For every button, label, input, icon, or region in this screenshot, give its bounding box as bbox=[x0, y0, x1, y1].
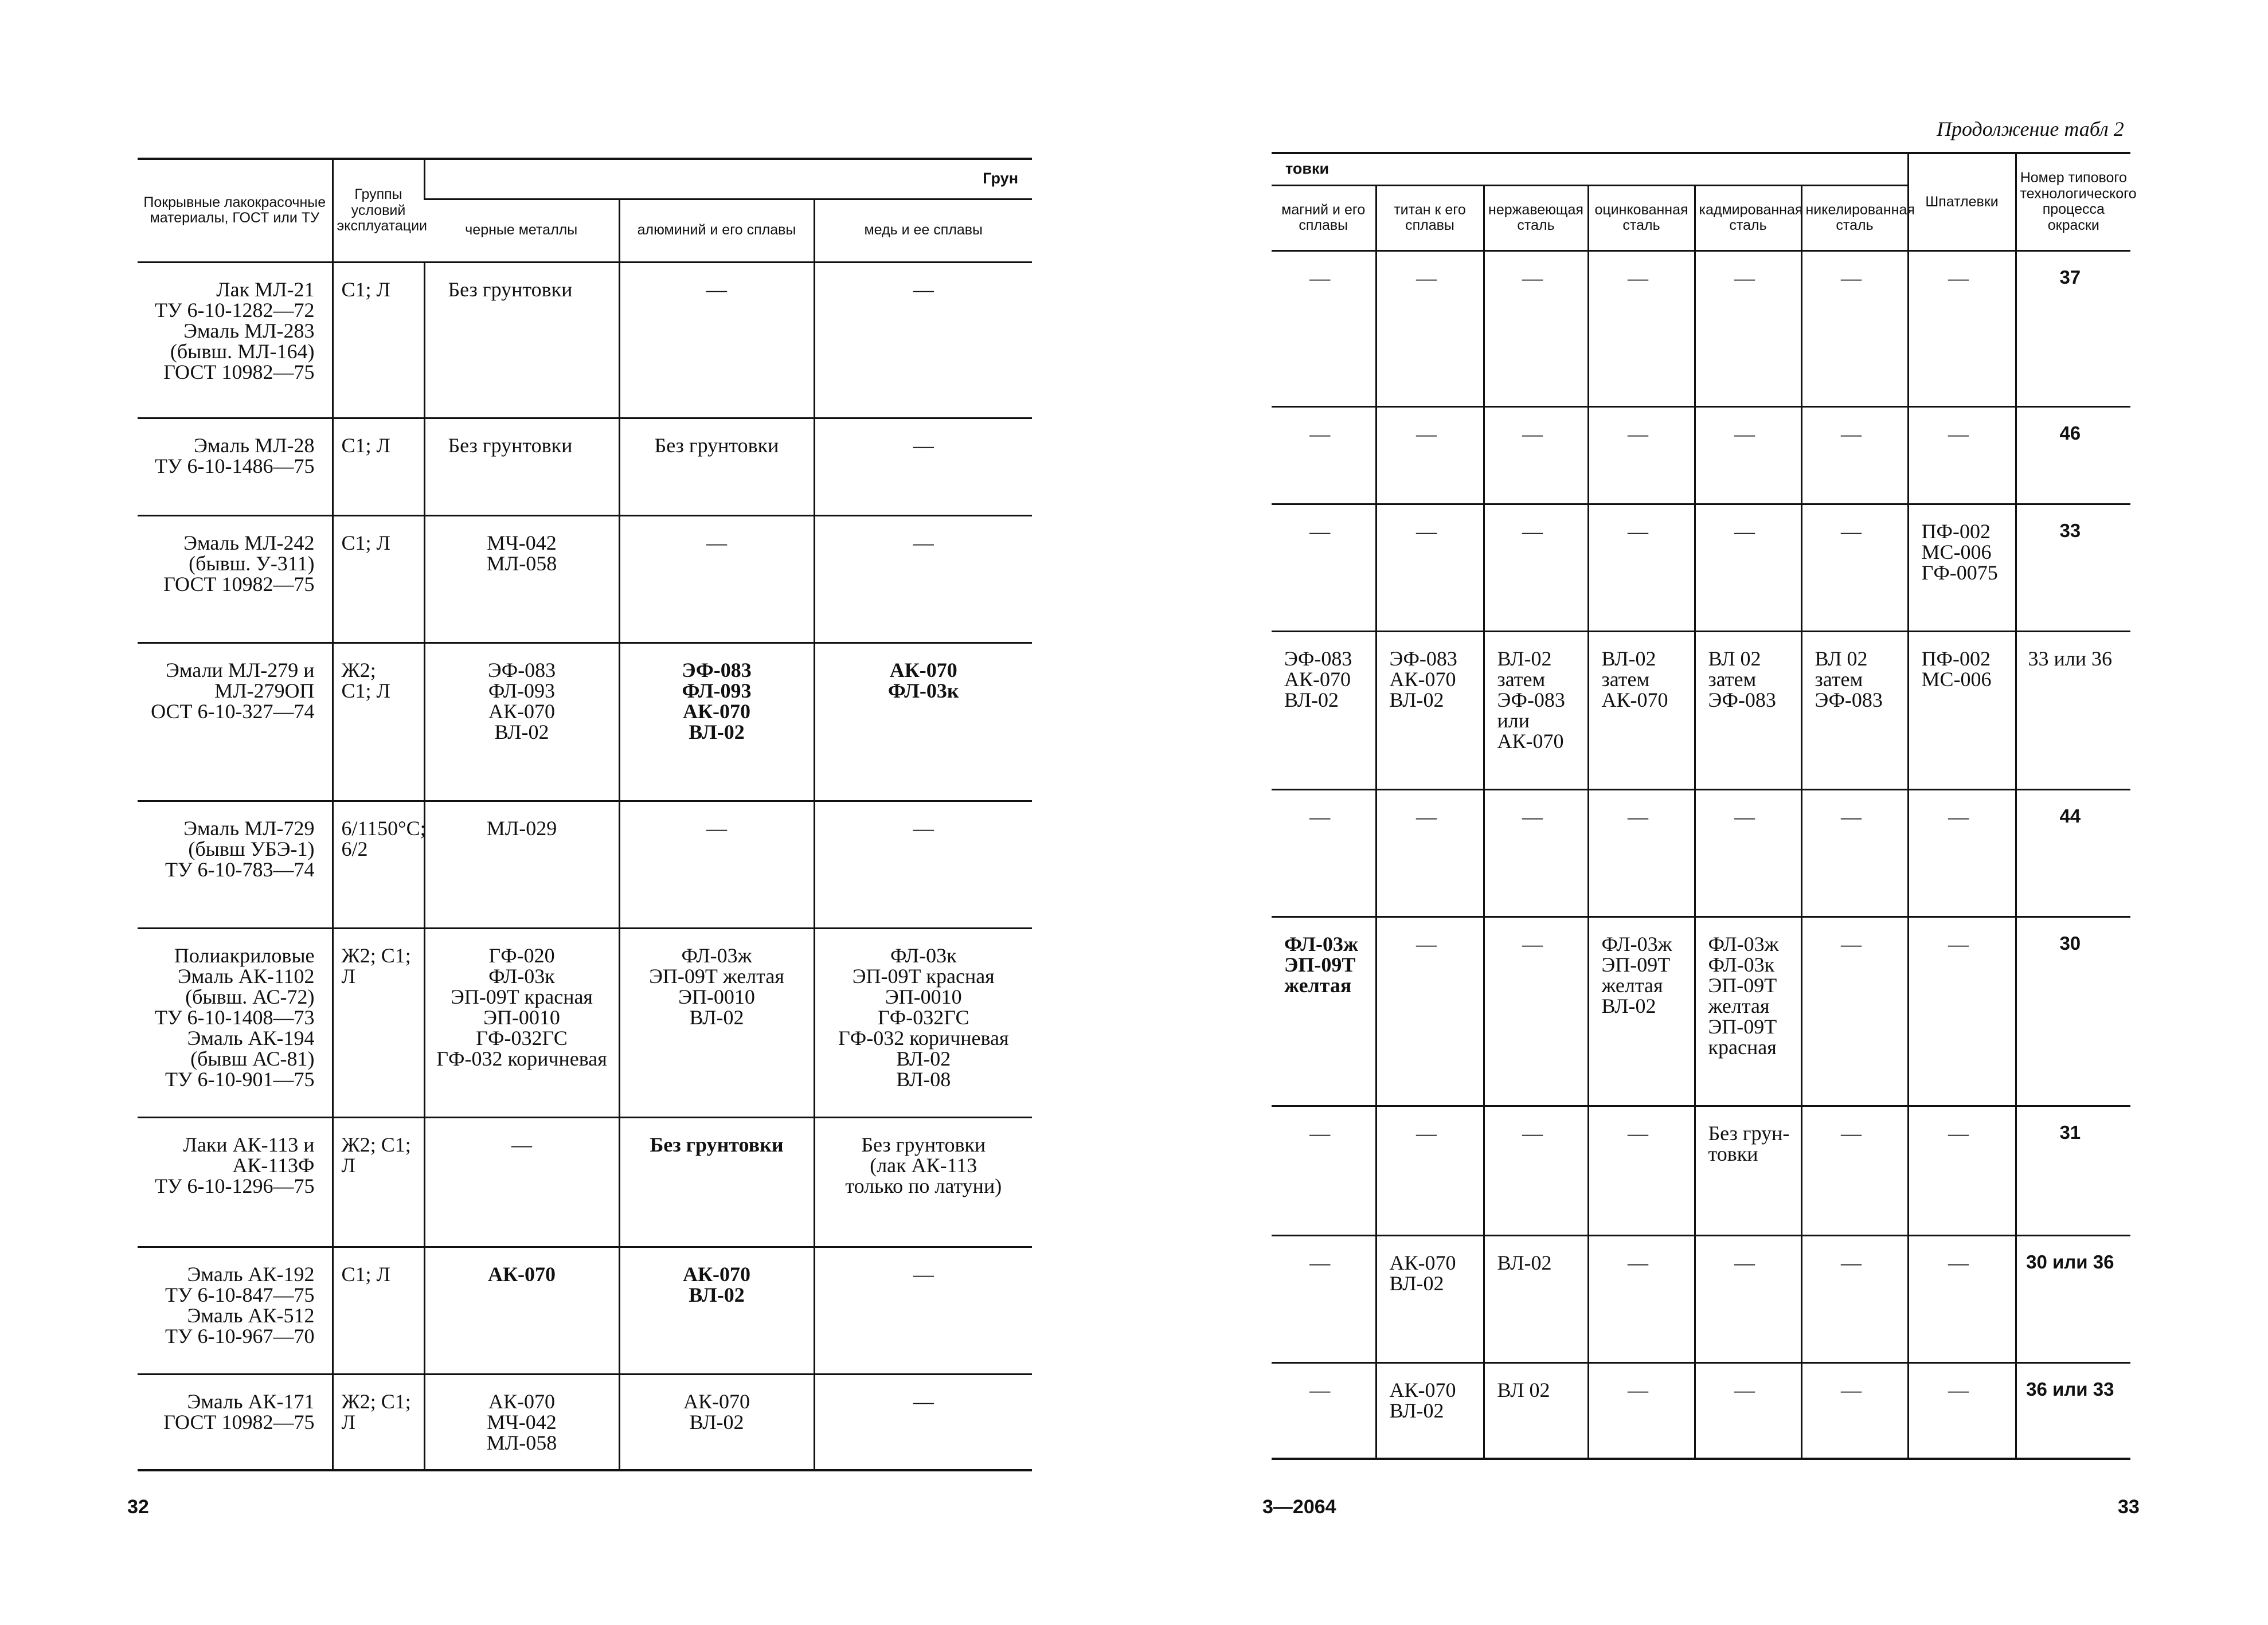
table-row bbox=[1272, 789, 2130, 917]
table-row bbox=[1272, 504, 2130, 631]
cadmium-cell: — bbox=[1695, 1235, 1801, 1362]
ferrous-cell: ЭФ-083 ФЛ-093 АК-070 ВЛ-02 bbox=[424, 643, 619, 801]
material-cell: Лак МЛ-21 ТУ 6-10-1282—72 Эмаль МЛ-283 (бывш. МЛ-164) ГОСТ 10982—75 bbox=[155, 277, 315, 383]
copper-cell: Без грунтовки (лак АК-113 только по латуни) bbox=[814, 1117, 1032, 1247]
galvanized-cell: — bbox=[1588, 504, 1695, 631]
table-row bbox=[1272, 631, 2130, 789]
putty-cell: — bbox=[1908, 406, 2016, 504]
magnesium-cell: ЭФ-083 АК-070 ВЛ-02 bbox=[1284, 647, 1352, 711]
header-nickel: никелированная сталь bbox=[1801, 185, 1908, 250]
titanium-cell: АК-070 ВЛ-02 bbox=[1376, 1362, 1484, 1459]
magnesium-cell: — bbox=[1309, 1251, 1331, 1274]
galvanized-cell: ФЛ-03ж ЭП-09Т желтая ВЛ-02 bbox=[1588, 917, 1695, 1106]
groups-cell: Ж2; С1; Л bbox=[333, 1374, 424, 1470]
cadmium-cell: — bbox=[1695, 789, 1801, 917]
groups-cell: С1; Л bbox=[333, 418, 424, 515]
table-row bbox=[1272, 1235, 2130, 1362]
material-cell: Эмаль МЛ-242 (бывш. У-311) ГОСТ 10982—75 bbox=[163, 531, 315, 596]
stainless-cell: ВЛ 02 bbox=[1484, 1362, 1588, 1459]
header-cadmium: кадмированная сталь bbox=[1695, 185, 1801, 250]
titanium-cell: — bbox=[1376, 406, 1484, 504]
process-number-cell: 37 bbox=[2016, 250, 2130, 406]
header-groups: Группы условий эксплуатации bbox=[333, 159, 424, 262]
table-row bbox=[1272, 917, 2130, 1106]
titanium-cell: — bbox=[1376, 789, 1484, 917]
ferrous-cell: Без грунтовки bbox=[424, 418, 619, 515]
groups-cell: Ж2; С1; Л bbox=[333, 1117, 424, 1247]
groups-cell: С1; Л bbox=[333, 1247, 424, 1374]
galvanized-cell: — bbox=[1588, 1235, 1695, 1362]
stainless-cell: — bbox=[1484, 504, 1588, 631]
header-stainless: нержавеющая сталь bbox=[1484, 185, 1588, 250]
left-page-number: 32 bbox=[127, 1496, 149, 1518]
stainless-cell: — bbox=[1484, 917, 1588, 1106]
cadmium-cell: — bbox=[1695, 250, 1801, 406]
material-cell: Лаки АК-113 и АК-113Ф ТУ 6-10-1296—75 bbox=[155, 1133, 315, 1197]
putty-cell: — bbox=[1908, 1106, 2016, 1235]
cadmium-cell: ФЛ-03ж ФЛ-03к ЭП-09Т желтая ЭП-09Т красная bbox=[1695, 917, 1801, 1106]
magnesium-cell: — bbox=[1309, 422, 1331, 445]
cadmium-cell: — bbox=[1695, 1362, 1801, 1459]
process-number-cell: 31 bbox=[2016, 1106, 2130, 1235]
header-material: Покрывные лакокрасочные материалы, ГОСТ или ТУ bbox=[143, 194, 326, 226]
aluminum-cell: Без грунтовки bbox=[619, 1117, 814, 1247]
process-number-cell: 33 bbox=[2016, 504, 2130, 631]
process-number-cell: 33 или 36 bbox=[2016, 631, 2130, 789]
galvanized-cell: — bbox=[1588, 1106, 1695, 1235]
groups-cell: Ж2; С1; Л bbox=[333, 928, 424, 1117]
ferrous-cell: АК-070 bbox=[424, 1247, 619, 1374]
nickel-cell: — bbox=[1801, 917, 1908, 1106]
header-process-number: Номер типового технологического процесса окраски bbox=[2016, 153, 2130, 250]
copper-cell: ФЛ-03к ЭП-09Т красная ЭП-0010 ГФ-032ГС ГФ-032 коричневая ВЛ-02 ВЛ-08 bbox=[814, 928, 1032, 1117]
groups-cell: 6/1150°С; 6/2 bbox=[333, 801, 424, 928]
groups-cell: С1; Л bbox=[333, 515, 424, 643]
nickel-cell: — bbox=[1801, 504, 1908, 631]
groups-cell: С1; Л bbox=[333, 262, 424, 418]
material-cell: Эмаль АК-171 ГОСТ 10982—75 bbox=[163, 1389, 315, 1434]
stainless-cell: — bbox=[1484, 406, 1588, 504]
stainless-cell: ВЛ-02 затем ЭФ-083 или АК-070 bbox=[1484, 631, 1588, 789]
stainless-cell: — bbox=[1484, 789, 1588, 917]
cadmium-cell: ВЛ 02 затем ЭФ-083 bbox=[1695, 631, 1801, 789]
ferrous-cell: АК-070 МЧ-042 МЛ-058 bbox=[424, 1374, 619, 1470]
magnesium-cell: — bbox=[1309, 1121, 1331, 1145]
magnesium-cell: — bbox=[1309, 519, 1331, 543]
magnesium-cell: ФЛ-03ж ЭП-09Т желтая bbox=[1284, 932, 1359, 997]
footer-code: 3—2064 bbox=[1262, 1496, 1336, 1518]
header-putty: Шпатлевки bbox=[1908, 153, 2016, 250]
process-number-cell: 36 или 33 bbox=[2016, 1362, 2130, 1459]
putty-cell: — bbox=[1908, 1362, 2016, 1459]
header-titanium: титан к его сплавы bbox=[1376, 185, 1484, 250]
header-magnesium: магний и его сплавы bbox=[1272, 185, 1376, 250]
putty-cell: — bbox=[1908, 250, 2016, 406]
copper-cell: — bbox=[814, 515, 1032, 643]
copper-cell: АК-070 ФЛ-03к bbox=[814, 643, 1032, 801]
aluminum-cell: ЭФ-083 ФЛ-093 АК-070 ВЛ-02 bbox=[619, 643, 814, 801]
nickel-cell: — bbox=[1801, 1235, 1908, 1362]
table-row bbox=[1272, 406, 2130, 504]
aluminum-cell: — bbox=[619, 801, 814, 928]
aluminum-cell: ФЛ-03ж ЭП-09Т желтая ЭП-0010 ВЛ-02 bbox=[619, 928, 814, 1117]
putty-cell: — bbox=[1908, 1235, 2016, 1362]
putty-cell: — bbox=[1908, 789, 2016, 917]
aluminum-cell: — bbox=[619, 262, 814, 418]
magnesium-cell: — bbox=[1309, 1378, 1331, 1401]
material-cell: Полиакриловые Эмаль АК-1102 (бывш. АС-72) ТУ 6-10-1408—73 Эмаль АК-194 (бывш АС-81) ТУ 6-10-901—75 bbox=[155, 943, 315, 1091]
nickel-cell: — bbox=[1801, 1362, 1908, 1459]
aluminum-cell: АК-070 ВЛ-02 bbox=[619, 1247, 814, 1374]
nickel-cell: — bbox=[1801, 250, 1908, 406]
right-page-number: 33 bbox=[2118, 1496, 2140, 1518]
putty-cell: ПФ-002 МС-006 ГФ-0075 bbox=[1908, 504, 2016, 631]
table-row bbox=[1272, 1106, 2130, 1235]
copper-cell: — bbox=[814, 1247, 1032, 1374]
header-primer-group: Грун bbox=[424, 159, 1032, 199]
galvanized-cell: — bbox=[1588, 250, 1695, 406]
groups-cell: Ж2; С1; Л bbox=[333, 643, 424, 801]
stainless-cell: — bbox=[1484, 1106, 1588, 1235]
ferrous-cell: МЧ-042 МЛ-058 bbox=[424, 515, 619, 643]
continuation-title: Продолжение табл 2 bbox=[1937, 118, 2124, 140]
magnesium-cell: — bbox=[1309, 266, 1331, 289]
material-cell: Эмаль АК-192 ТУ 6-10-847—75 Эмаль АК-512 ТУ 6-10-967—70 bbox=[165, 1262, 315, 1348]
magnesium-cell: — bbox=[1309, 805, 1331, 828]
cadmium-cell: Без грун- товки bbox=[1695, 1106, 1801, 1235]
nickel-cell: — bbox=[1801, 406, 1908, 504]
table-row bbox=[1272, 1362, 2130, 1459]
stainless-cell: ВЛ-02 bbox=[1484, 1235, 1588, 1362]
galvanized-cell: — bbox=[1588, 406, 1695, 504]
ferrous-cell: Без грунтовки bbox=[424, 262, 619, 418]
nickel-cell: — bbox=[1801, 789, 1908, 917]
table-row bbox=[1272, 250, 2130, 406]
header-primer-group-cont: товки bbox=[1285, 160, 1329, 178]
process-number-cell: 44 bbox=[2016, 789, 2130, 917]
putty-cell: ПФ-002 МС-006 bbox=[1908, 631, 2016, 789]
copper-cell: — bbox=[814, 418, 1032, 515]
cadmium-cell: — bbox=[1695, 406, 1801, 504]
ferrous-cell: МЛ-029 bbox=[424, 801, 619, 928]
right-primers-table bbox=[1272, 152, 2137, 1460]
putty-cell: — bbox=[1908, 917, 2016, 1106]
aluminum-cell: Без грунтовки bbox=[619, 418, 814, 515]
material-cell: Эмаль МЛ-729 (бывш УБЭ-1) ТУ 6-10-783—74 bbox=[165, 816, 315, 881]
header-aluminum: алюминий и его сплавы bbox=[619, 199, 814, 262]
header-galvanized: оцинкованная сталь bbox=[1588, 185, 1695, 250]
nickel-cell: ВЛ 02 затем ЭФ-083 bbox=[1801, 631, 1908, 789]
copper-cell: — bbox=[814, 1374, 1032, 1470]
copper-cell: — bbox=[814, 262, 1032, 418]
galvanized-cell: ВЛ-02 затем АК-070 bbox=[1588, 631, 1695, 789]
aluminum-cell: АК-070 ВЛ-02 bbox=[619, 1374, 814, 1470]
titanium-cell: — bbox=[1376, 917, 1484, 1106]
material-cell: Эмаль МЛ-28 ТУ 6-10-1486—75 bbox=[155, 433, 315, 477]
stainless-cell: — bbox=[1484, 250, 1588, 406]
ferrous-cell: — bbox=[424, 1117, 619, 1247]
nickel-cell: — bbox=[1801, 1106, 1908, 1235]
header-ferrous: черные металлы bbox=[424, 199, 619, 262]
process-number-cell: 46 bbox=[2016, 406, 2130, 504]
header-copper: медь и ее сплавы bbox=[814, 199, 1032, 262]
galvanized-cell: — bbox=[1588, 789, 1695, 917]
titanium-cell: ЭФ-083 АК-070 ВЛ-02 bbox=[1376, 631, 1484, 789]
aluminum-cell: — bbox=[619, 515, 814, 643]
titanium-cell: — bbox=[1376, 504, 1484, 631]
galvanized-cell: — bbox=[1588, 1362, 1695, 1459]
titanium-cell: — bbox=[1376, 1106, 1484, 1235]
material-cell: Эмали МЛ-279 и МЛ-279ОП ОСТ 6-10-327—74 bbox=[151, 658, 315, 723]
ferrous-cell: ГФ-020 ФЛ-03к ЭП-09Т красная ЭП-0010 ГФ-032ГС ГФ-032 коричневая bbox=[424, 928, 619, 1117]
cadmium-cell: — bbox=[1695, 504, 1801, 631]
process-number-cell: 30 bbox=[2016, 917, 2130, 1106]
titanium-cell: — bbox=[1376, 250, 1484, 406]
process-number-cell: 30 или 36 bbox=[2016, 1235, 2130, 1362]
copper-cell: — bbox=[814, 801, 1032, 928]
titanium-cell: АК-070 ВЛ-02 bbox=[1376, 1235, 1484, 1362]
